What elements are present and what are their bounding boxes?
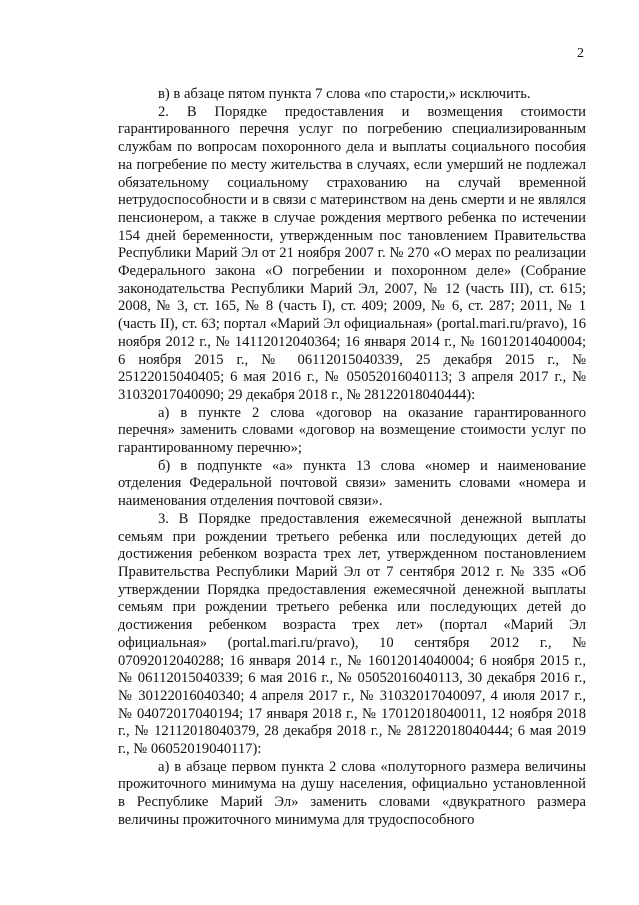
paragraph-item-2: 2. В Порядке предоставления и возмещения стоимости гарантированного перечня услуг по погребению специализированным службам по вопросам похоронного дела и выплаты социального пособия на погребение по месту жительства в случаях, если умерший не подлежал обязательному социальному страхованию на случай временной нетрудоспособности и в связи с материнством на день смерти и не являлся пенсионером, а также в случае рождения мертвого ребенка по истечении 154 дней беременности, утвержденным пос тановлением Правительства Республики Марий Эл от 21 ноября 2007 г. № 270 «О мерах по реализации Федерального закона «О погребении и похоронном деле» (Собрание законодательства Республики Марий Эл, 2007, № 12 (часть III), ст. 615; 2008, № 3, ст. 165, № 8 (часть I), ст. 409; 2009, № 6, ст. 287; 2011, № 1 (часть II), ст. 63; портал «Марий Эл официальная» (portal.mari.ru/pravo), 16 ноября 2012 г., № 14112012040364; 16 января 2014 г., № 16012014040004; 6 ноября 2015 г., № 06112015040339, 25 декабря 2015 г., № 25122015040405; 6 мая 2016 г., № 05052016040113; 3 апреля 2017 г., № 31032017040090; 29 декабря 2018 г., № 28122018040444): xyxy=(118,103,586,403)
paragraph-item-3: 3. В Порядке предоставления ежемесячной денежной выплаты семьям при рождении третьего ребенка или последующих детей до достижения ребенком возраста трех лет, утвержденном постановлением Правительства Республики Марий Эл от 7 сентября 2012 г. № 335 «Об утверждении Порядка предоставления ежемесячной денежной выплаты семьям при рождении третьего ребенка или последующих детей до достижения ребенком возраста трех лет» (портал «Марий Эл официальная» (portal.mari.ru/pravo), 10 сентября 2012 г., № 07092012040288; 16 января 2014 г., № 16012014040004; 6 ноября 2015 г., № 06112015040339; 6 мая 2016 г., № 05052016040113, 30 декабря 2016 г., № 30122016040340; 4 апреля 2017 г., № 31032017040097, 4 июля 2017 г., № 04072017040194; 17 января 2018 г., № 17012018040011, 12 ноября 2018 г., № 12112018040379, 28 декабря 2018 г., № 28122018040444; 6 мая 2019 г., № 06052019040117): xyxy=(118,510,586,758)
paragraph-1v: в) в абзаце пятом пункта 7 слова «по старости,» исключить. xyxy=(158,86,531,102)
paragraph-item-2b: б) в подпункте «а» пункта 13 слова «номер и наименование отделения Федеральной почтовой связи» заменить словами «номера и наименования отделения почтовой связи». xyxy=(118,457,586,510)
page-number: 2 xyxy=(577,46,584,61)
paragraph-item-2a: а) в пункте 2 слова «договор на оказание гарантированного перечня» заменить словами «договор на возмещение стоимости услуг по гарантированному перечню»; xyxy=(118,404,586,457)
document-body xyxy=(118,86,586,830)
paragraph-item-3a: а) в абзаце первом пункта 2 слова «полуторного размера величины прожиточного минимума на душу населения, официально установленной в Республике Марий Эл» заменить словами «двукратного размера величины прожиточного минимума для трудоспособного xyxy=(118,758,586,828)
